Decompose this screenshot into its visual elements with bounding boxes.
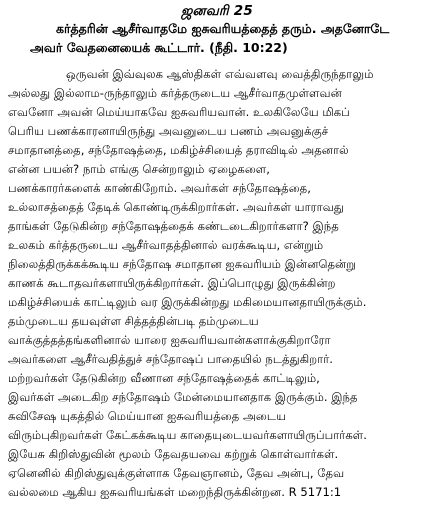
body-line: பணக்காரர்களைக் காண்கிறோம். அவர்கள் சந்தோஷத்தை, (8, 181, 311, 195)
body-line: தம்முடைய தயவுள்ள சித்தத்தின்படி தம்முடைய (8, 314, 259, 328)
body-line: பெரிய பணக்காரனாயிருந்து அவனுடைய பணம் அவனுக்குச் (8, 124, 329, 138)
body-line: என்ன பயன்? நாம் எங்கு சென்றாலும் ஏழைகளை, (8, 162, 270, 176)
body-line: இவர்கள் அடைகிற சந்தோஷம் மேன்மையானதாக இருக்கும். இந்த (8, 390, 358, 404)
verse-line: அவர் வேதனையைக் கூட்டார். (நீதி. 10:22) (30, 40, 288, 55)
body-line: ஏனெனில் கிறிஸ்துவுக்குள்ளாக தேவஞானம், தேவ அன்பு, தேவ (8, 466, 345, 480)
body-line: நிலைத்திருக்கக்கூடிய சந்தோஷ சமாதான ஐசுவரியம் இன்னதென்று (8, 257, 356, 271)
body-line: சமாதானத்தை, சந்தோஷத்தை, மகிழ்ச்சியைத் தராவிடில் அதனால் (8, 143, 349, 157)
body-line: மற்றவர்கள் தேடுகின்ற வீணான சந்தோஷத்தைக் காட்டிலும், (8, 371, 320, 385)
body-line: அல்லது இல்லாம-ருந்தாலும் கர்த்தருடைய ஆசீர்வாதமுள்ளவன் (8, 86, 342, 100)
body-line: வாக்குத்தத்தங்களினால் யாரை ஐசுவரியவான்களாக்குகிறாரோ (8, 333, 331, 347)
body-line: ஒருவன் இவ்வுலக ஆஸ்திகள் எவ்வளவு வைத்திருந்தாலும் (66, 67, 374, 81)
body-line: உல்லாசத்தைத் தேடிக் கொண்டிருக்கிறார்கள். அவர்கள் யாராவது (8, 200, 344, 214)
body-line: விரும்புகிறவர்கள் கேட்கக்கூடிய காதையுடையவர்களாயிருப்பார்கள். (8, 428, 367, 442)
body-line: எவனோ அவன் மெய்யாகவே ஐசுவரியவான். உலகிலேயே மிகப் (8, 105, 350, 119)
body-line: இயேசு கிறிஸ்துவின் மூலம் தேவதயவை கற்றுக் கொள்வார்கள். (8, 447, 339, 461)
body-line: தாங்கள் தேடுகின்ற சந்தோஷத்தைக் கண்டடைகிறார்களா? இந்த (8, 219, 339, 233)
body-line: உலகம் கர்த்தருடைய ஆசீர்வாதத்தினால் வரக்கூடிய, என்றும் (8, 238, 324, 252)
page-date: ஜனவரி 25 (181, 3, 253, 19)
body-line: காணக் கூடாதவர்களாயிருக்கிறார்கள். இப்பொழுது இருக்கின்ற (8, 276, 336, 290)
body-line: வல்லமை ஆகிய ஐசுவரியங்கள் மறைந்திருக்கின்றன. R 5171:1 (8, 485, 342, 499)
body-line: சுவிசேஷ யுகத்தில் மெய்யான ஐசுவரியத்தை அடைய (8, 409, 287, 423)
body-line: அவர்களை ஆசீர்வதித்துச் சந்தோஷப் பாதையில் நடத்துகிறார். (8, 352, 333, 366)
body-line: மகிழ்ச்சியைக் காட்டிலும் வர இருக்கின்றது மகிமையானதாயிருக்கும். (8, 295, 367, 309)
verse-line: கர்த்தரின் ஆசீர்வாதமே ஐசுவரியத்தைத் தரும். அதனோடே (56, 21, 390, 36)
